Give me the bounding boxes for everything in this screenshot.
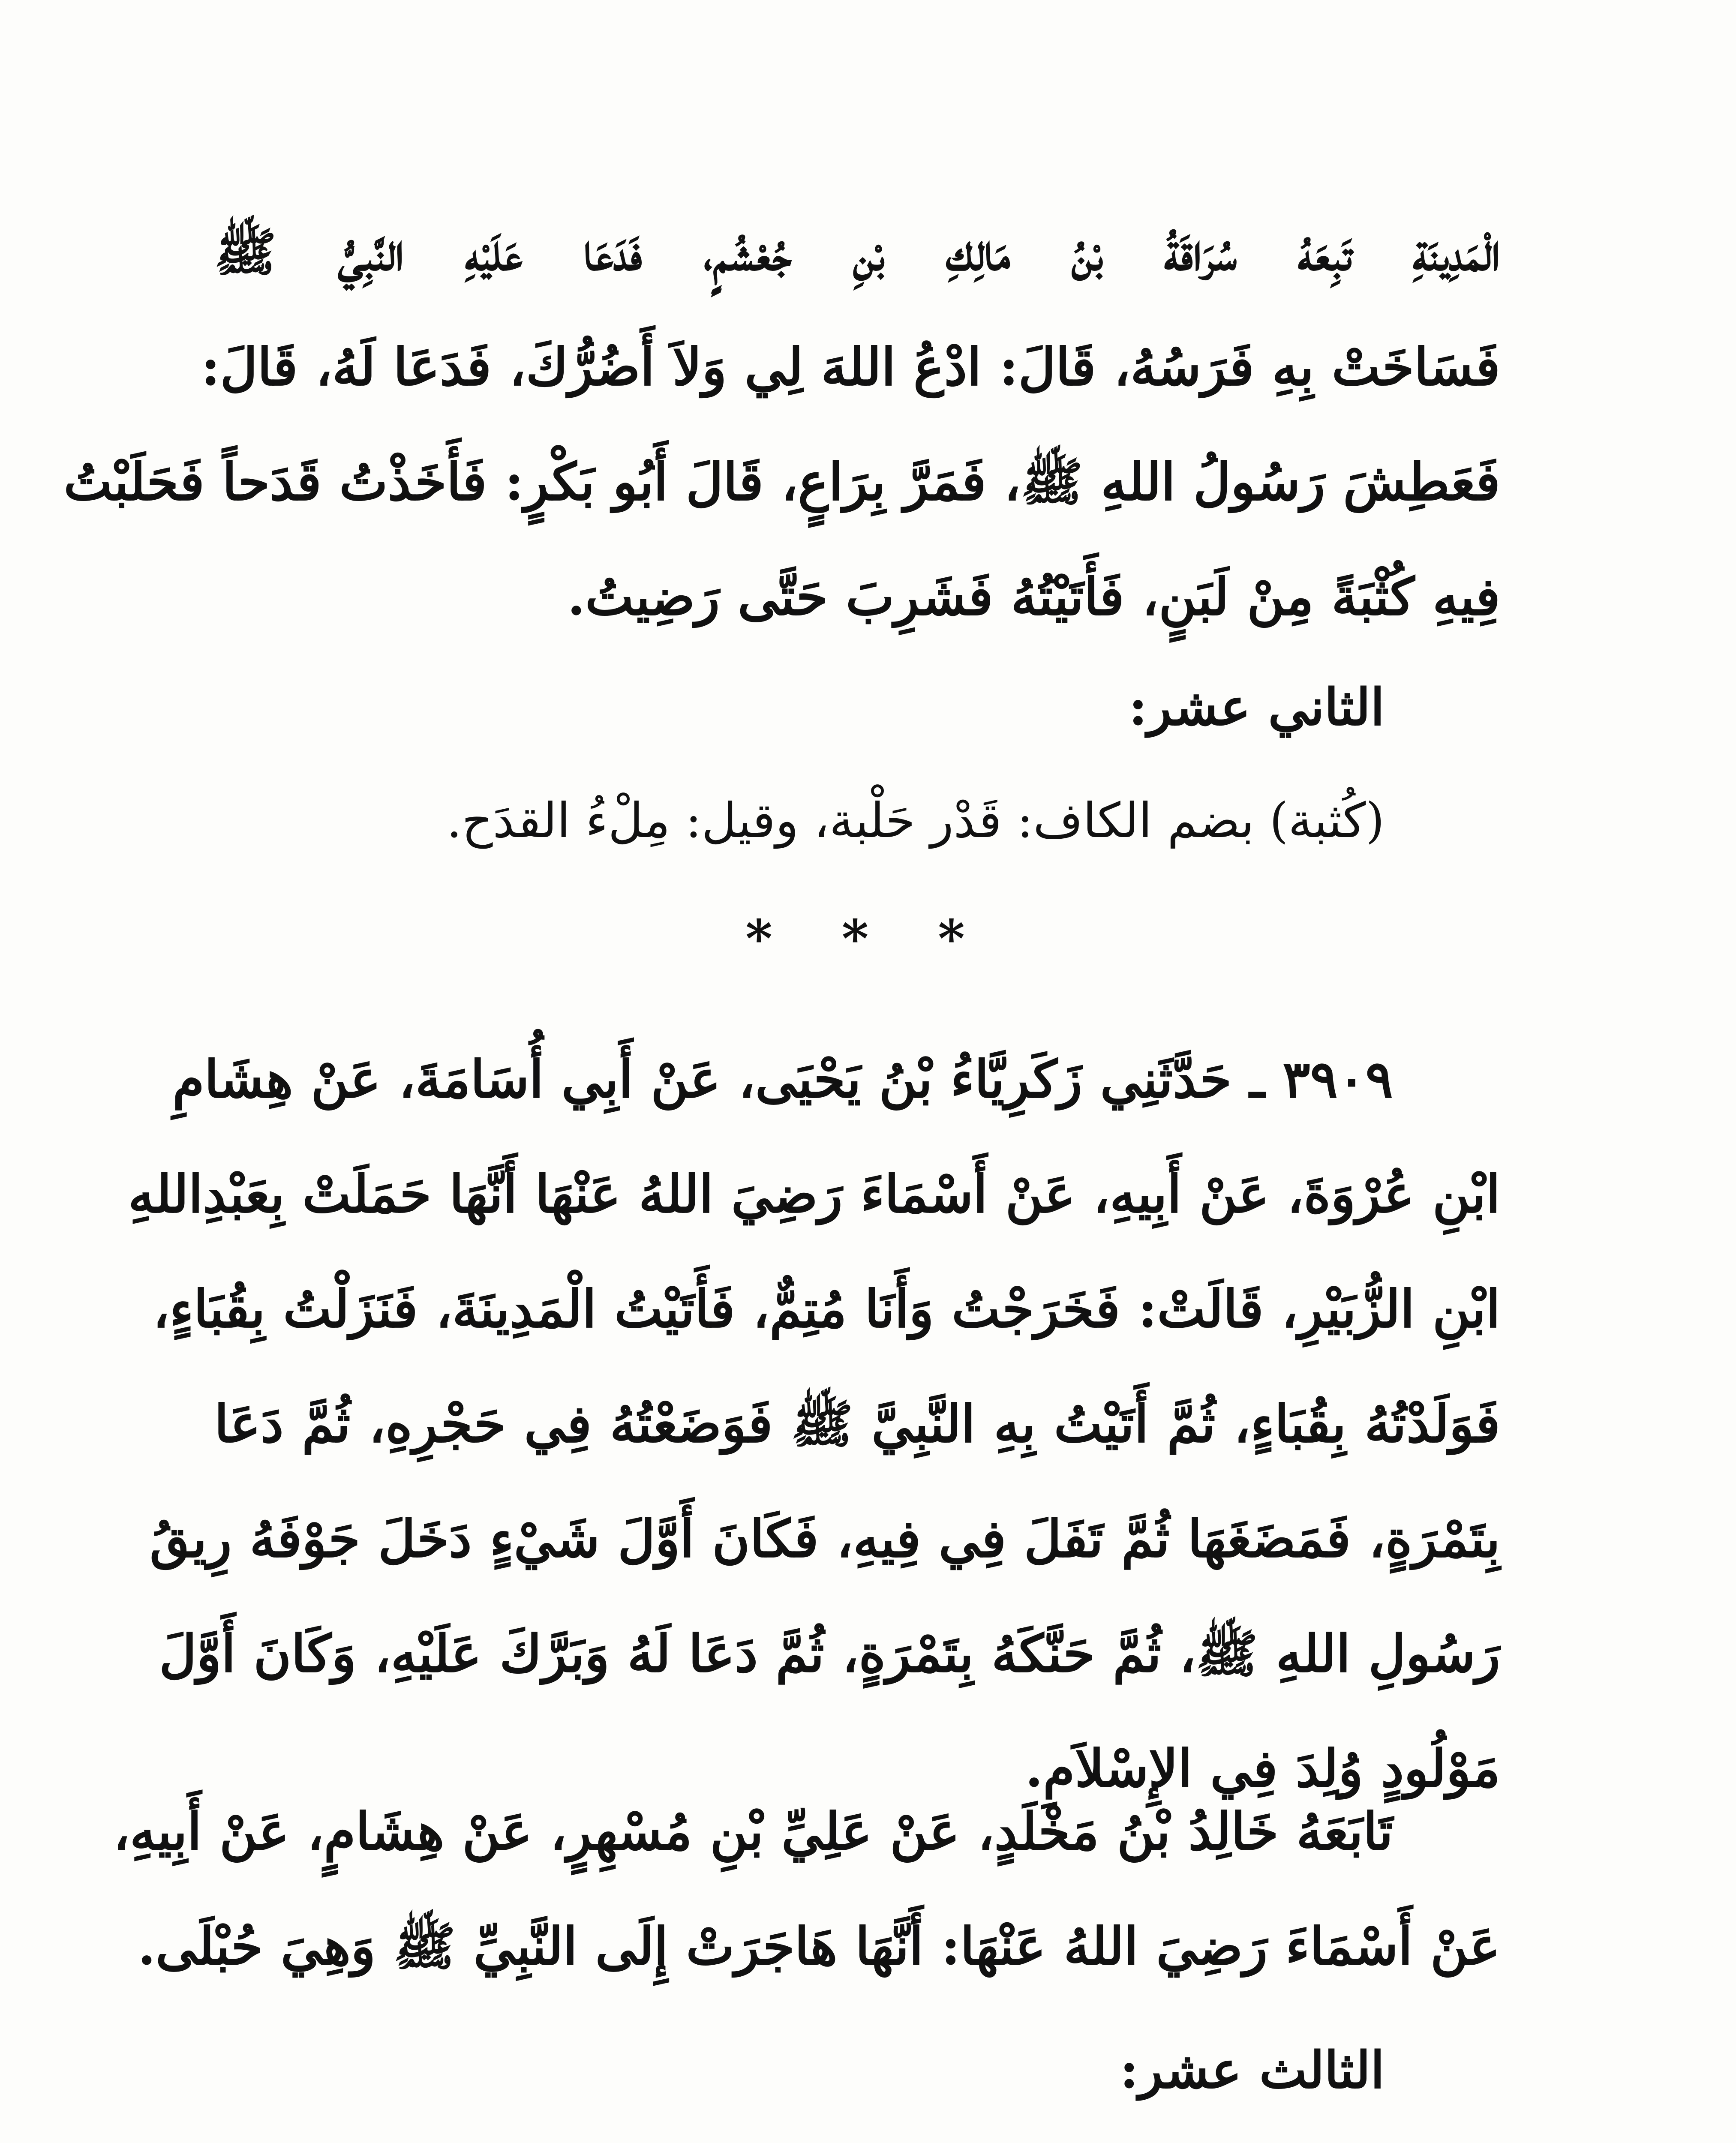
- section-heading-twelfth: الثاني عشر:: [1129, 677, 1385, 737]
- text-line: تَابَعَهُ خَالِدُ بْنُ مَخْلَدٍ، عَنْ عَلِيِّ بْنِ مُسْهِرٍ، عَنْ هِشَامٍ، عَنْ أَبِيهِ،: [113, 1801, 1393, 1862]
- text-line: فَعَطِشَ رَسُولُ اللهِ ﷺ، فَمَرَّ بِرَاعٍ، قَالَ أَبُو بَكْرٍ: فَأَخَذْتُ قَدَحاً فَحَلَبْتُ: [63, 452, 1500, 512]
- hadith-continuation-text: [63, 195, 1500, 654]
- hadith-3909-text: [128, 1022, 1500, 1826]
- text-line: رَسُولِ اللهِ ﷺ، ثُمَّ حَنَّكَهُ بِتَمْرَةٍ، ثُمَّ دَعَا لَهُ وَبَرَّكَ عَلَيْهِ، وَكَانَ أَوَّلَ: [159, 1624, 1500, 1684]
- text-line: ابْنِ عُرْوَةَ، عَنْ أَبِيهِ، عَنْ أَسْمَاءَ رَضِيَ اللهُ عَنْهَا أَنَّهَا حَمَلَتْ بِعَبْدِاللهِ: [128, 1164, 1500, 1225]
- text-line: بِتَمْرَةٍ، فَمَضَغَهَا ثُمَّ تَفَلَ فِي فِيهِ، فَكَانَ أَوَّلَ شَيْءٍ دَخَلَ جَوْفَهُ رِيقُ: [150, 1509, 1500, 1569]
- text-line: ٣٩٠٩ ـ حَدَّثَنِي زَكَرِيَّاءُ بْنُ يَحْيَى، عَنْ أَبِي أُسَامَةَ، عَنْ هِشَامِ: [172, 1049, 1393, 1110]
- text-line: فَوَلَدْتُهُ بِقُبَاءٍ، ثُمَّ أَتَيْتُ بِهِ النَّبِيَّ ﷺ فَوَضَعْتُهُ فِي حَجْرِهِ، ثُمَّ دَعَا: [214, 1394, 1500, 1454]
- text-line: فَسَاخَتْ بِهِ فَرَسُهُ، قَالَ: ادْعُ اللهَ لِي وَلاَ أَضُرُّكَ، فَدَعَا لَهُ، قَالَ:: [201, 337, 1500, 397]
- section-heading-thirteenth: الثالث عشر:: [1120, 2040, 1385, 2100]
- section-separator: * * *: [745, 909, 991, 969]
- corroboration-text: [113, 1774, 1500, 2004]
- text-line: مَوْلُودٍ وُلِدَ فِي الإِسْلاَمِ.: [1025, 1738, 1500, 1799]
- text-line: ابْنِ الزُّبَيْرِ، قَالَتْ: فَخَرَجْتُ وَأَنَا مُتِمٌّ، فَأَتَيْتُ الْمَدِينَةَ، فَنَزَلْتُ بِقُبَاءٍ،: [153, 1279, 1500, 1339]
- gloss-twelfth: (كُثبة) بضم الكاف: قَدْر حَلْبة، وقيل: مِلْءُ القدَح.: [446, 793, 1385, 849]
- text-line: فِيهِ كُثْبَةً مِنْ لَبَنٍ، فَأَتَيْتُهُ فَشَرِبَ حَتَّى رَضِيتُ.: [567, 567, 1500, 627]
- text-line: الْمَدِينَةِ تَبِعَهُ سُرَاقَةُ بْنُ مَالِكِ بْنِ جُعْشُمٍ، فَدَعَا عَلَيْهِ النَّبِيُّ ﷺ: [214, 222, 1500, 282]
- text-line: عَنْ أَسْمَاءَ رَضِيَ اللهُ عَنْهَا: أَنَّهَا هَاجَرَتْ إِلَى النَّبِيِّ ﷺ وَهِيَ حُبْلَى.: [138, 1916, 1500, 1977]
